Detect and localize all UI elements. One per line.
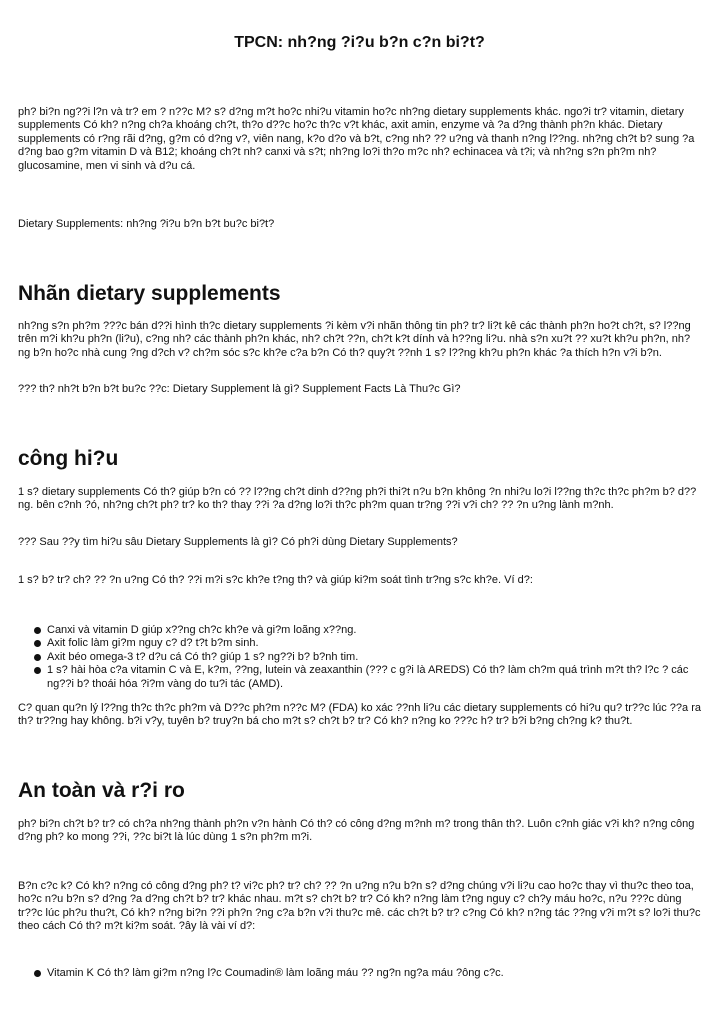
heading-effect: công hi?u	[18, 447, 119, 470]
effect-paragraph-2: ??? Sau ??y tìm hi?u sâu Dietary Supplements là gì? Có ph?i dùng Dietary Supplements?	[18, 536, 458, 548]
safety-paragraph-1: ph? bi?n ch?t b? tr? có ch?a nh?ng thành ph?n v?n hành Có th? có công d?ng m?nh m? trong thân th?. Luôn c?nh giác v?i kh? n?ng công d?ng ph? ko mong ??i, ??c bi?t là lúc dùng 1 s?n ph?m m?i.	[18, 818, 695, 844]
effect-paragraph-4: C? quan qu?n lý l??ng th?c th?c ph?m và D??c ph?m n??c M? (FDA) ko xác ??nh li?u các dietary supplements có hi?u qu? tr??c lúc ??a ra th? tr??ng hay không. b?i v?y, tuyên b? truy?n bá cho m?t s? ch?t b? tr? Có kh? n?ng ko ???c h? tr? b?i b?ng ch?ng k? thu?t.	[18, 702, 701, 728]
bullet-icon	[34, 667, 41, 674]
list-item	[34, 664, 702, 691]
list-item-text: Canxi và vitamin D giúp x??ng ch?c kh?e và gi?m loãng x??ng.	[47, 624, 357, 636]
effect-paragraph-3: 1 s? b? tr? ch? ?? ?n u?ng Có th? ??i m?i s?c kh?e t?ng th? và giúp ki?m soát tình tr?ng s?c kh?e. Ví d?:	[18, 574, 533, 586]
bullet-icon	[34, 627, 41, 634]
subtitle-paragraph: Dietary Supplements: nh?ng ?i?u b?n b?t bu?c bi?t?	[18, 218, 275, 230]
list-item	[34, 967, 702, 980]
safety-bullet-list	[34, 967, 702, 980]
list-item	[34, 637, 702, 650]
list-item-text: Vitamin K Có th? làm gi?m n?ng l?c Coumadin® làm loãng máu ?? ng?n ng?a máu ?ông c?c.	[47, 967, 504, 979]
label-paragraph-2: ??? th? nh?t b?n b?t bu?c ??c: Dietary Supplement là gì? Supplement Facts Là Thu?c Gì?	[18, 383, 461, 395]
heading-safety: An toàn và r?i ro	[18, 779, 185, 802]
bullet-icon	[34, 970, 41, 977]
heading-label: Nhãn dietary supplements	[18, 282, 281, 305]
bullet-icon	[34, 654, 41, 661]
bullet-icon	[34, 640, 41, 647]
list-item-text: Axit folic làm gi?m nguy c? d? t?t b?m sinh.	[47, 637, 259, 650]
intro-paragraph: ph? bi?n ng??i l?n và tr? em ? n??c M? s? d?ng m?t ho?c nhi?u vitamin ho?c nh?ng dietary supplements khác. ngo?i tr? vitamin, dietary supplements Có kh? n?ng ch?a khoáng ch?t, th?o d??c ho?c th?c v?t khác, axit amin, enzyme và ?a d?ng thành ph?n khác. Dietary supplements có r?ng rãi d?ng, g?m có d?ng v?, viên nang, k?o d?o và b?t, c?ng nh? ?? u?ng và thanh n?ng l??ng. nh?ng ch?t b? sung ?a d?ng bao g?m vitamin D và B12; khoáng ch?t nh? canxi và s?t; nh?ng lo?i th?o m?c nh? echinacea và t?i; và nh?ng s?n ph?m nh? glucosamine, men vi sinh và d?u cá.	[18, 106, 695, 172]
effect-paragraph-1: 1 s? dietary supplements Có th? giúp b?n có ?? l??ng ch?t dinh d??ng ph?i thi?t n?u b?n không ?n nhi?u lo?i l??ng th?c th?c ph?m b? d??ng. bên c?nh ?ó, nh?ng ch?t ph? tr? ko th? thay ??i ?a d?ng lo?i th?c ph?m quan tr?ng ??i v?i ch? ?? ?n u?ng lành m?nh.	[18, 486, 697, 512]
list-item-text: Axit béo omega-3 t? d?u cá Có th? giúp 1 s? ng??i b? b?nh tim.	[47, 650, 359, 663]
effect-bullet-list	[34, 624, 702, 691]
safety-paragraph-2: B?n c?c k? Có kh? n?ng có công d?ng ph? t? vi?c ph? tr? ch? ?? ?n u?ng n?u b?n s? d?ng chúng v?i li?u cao ho?c thay vì thu?c theo toa, ho?c n?u b?n s? d?ng ?a d?ng ch?t b? tr? khác nhau. m?t s? ch?t b? tr? Có kh? n?ng làm t?ng nguy c? ch?y máu ho?c, n?u ???c dùng tr??c lúc ph?u thu?t, Có kh? n?ng bi?n ??i ph?n ?ng c?a b?n v?i thu?c mê. các ch?t b? tr? c?ng Có kh? n?ng tác ??ng v?i m?t s? lo?i thu?c theo cách Có th? m?t ki?m soát. ?ây là vài ví d?:	[18, 880, 701, 933]
list-item-text: 1 s? hài hòa c?a vitamin C và E, k?m, ??ng, lutein và zeaxanthin (??? c g?i là AREDS) Có th? làm ch?m quá trình m?t th? l?c ? các ng??i b? thoái hóa ?i?m vàng do tu?i tác (AMD).	[47, 664, 689, 690]
list-item	[34, 651, 702, 664]
list-item	[34, 624, 702, 637]
page-title: TPCN: nh?ng ?i?u b?n c?n bi?t?	[234, 34, 485, 51]
label-paragraph-1: nh?ng s?n ph?m ???c bán d??i hình th?c dietary supplements ?i kèm v?i nhãn thông tin ph? tr? li?t kê các thành ph?n ho?t ch?t, s? l??ng trên m?i kh?u ph?n (li?u), c?ng nh? các thành ph?n khác, nh? ch?t ??n, ch?t k?t dính và h??ng li?u. nhà s?n xu?t ?? xu?t kh?u ph?n, nh?ng b?n ho?c nhà cung ?ng d?ch v? ch?m sóc s?c kh?e c?a b?n Có th? quy?t ??nh 1 s? l??ng kh?u ph?n khác ?a thích h?n v?i b?n.	[18, 320, 691, 359]
